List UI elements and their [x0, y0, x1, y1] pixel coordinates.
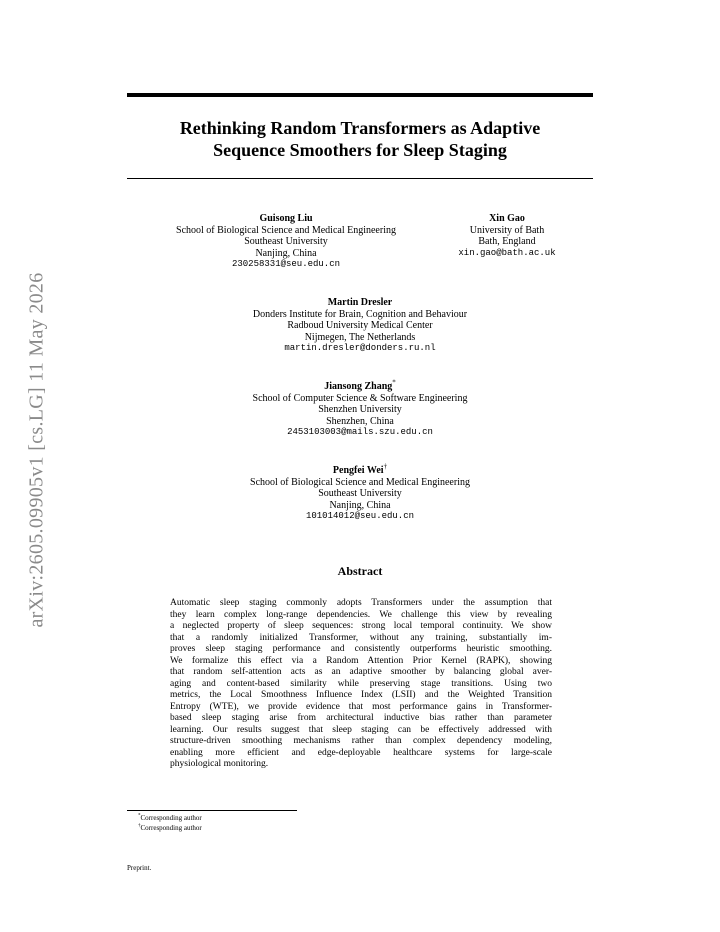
abstract-line: We formalize this effect via a Random Attention Prior Kernel (RAPK), showing: [170, 655, 552, 666]
abstract-line: Automatic sleep staging commonly adopts Transformers under the assumption that: [170, 598, 552, 608]
author-name: Guisong Liu: [259, 213, 313, 224]
footnote-text: Corresponding author: [140, 824, 202, 832]
footnote-text: Corresponding author: [140, 814, 202, 822]
title-line-2: Sequence Smoothers for Sleep Staging: [213, 140, 507, 160]
title-line-1: Rethinking Random Transformers as Adaptive: [179, 118, 541, 138]
abstract-line: Entropy (WTE), we provide evidence that most performance gains in Transformer-: [170, 701, 552, 712]
author-name: Jiansong Zhang*: [324, 378, 396, 392]
author-affiliation: Radboud University Medical Center: [287, 320, 433, 331]
abstract-line: they learn complex long-range dependencies. We challenge this view by revealing: [170, 609, 552, 620]
author-email: 101014012@seu.edu.cn: [305, 511, 415, 521]
paper-title: [127, 117, 593, 161]
author-affiliation: University of Bath: [469, 224, 545, 236]
author-email: 2453103003@mails.szu.edu.cn: [287, 427, 433, 437]
author-email: martin.dresler@donders.ru.nl: [284, 343, 436, 353]
abstract-line: metrics, the Local Smoothness Influence Index (LSII) and the Weighted Transition: [170, 690, 552, 700]
author-affiliation: Nanjing, China: [329, 499, 391, 511]
footnote-rule: [127, 810, 297, 811]
abstract-body: [170, 598, 552, 771]
author-affiliation: School of Biological Science and Medical Engineering: [176, 224, 396, 236]
abstract-line: based sleep staging arise from architectural inductive bias rather than parameter: [170, 713, 552, 723]
abstract-line: that a randomly initialized Transformer, without any training, substantially im-: [170, 632, 552, 643]
abstract-line: learning. Our results suggest that sleep staging can be effectively addressed with: [170, 724, 552, 735]
author-email: 230258331@seu.edu.cn: [231, 259, 341, 269]
author-affiliation: Donders Institute for Brain, Cognition and Behaviour: [252, 308, 468, 320]
author-name: Xin Gao: [489, 213, 525, 224]
footnote-mark: †: [138, 823, 141, 829]
author-affiliation: School of Computer Science & Software Engineering: [252, 392, 468, 404]
author-block: [157, 213, 415, 271]
abstract-line: enabling more efficient and edge-deployable healthcare systems for large-scale: [170, 747, 552, 758]
author-affiliation: Shenzhen University: [318, 404, 402, 415]
arxiv-stamp: arXiv:2605.09905v1 [cs.LG] 11 May 2026: [25, 272, 48, 628]
author-block: [210, 462, 510, 523]
author-affiliation: Southeast University: [318, 488, 402, 499]
abstract-heading: Abstract: [337, 564, 383, 578]
author-name: Martin Dresler: [327, 297, 393, 308]
author-affiliation: Nijmegen, The Netherlands: [304, 331, 416, 343]
author-affiliation: Southeast University: [244, 236, 328, 247]
author-email: xin.gao@bath.ac.uk: [458, 247, 556, 258]
author-affiliation: Bath, England: [478, 236, 536, 247]
author-affiliation: School of Biological Science and Medical Engineering: [250, 476, 470, 488]
author-affiliation: Shenzhen, China: [326, 415, 394, 427]
author-block: [448, 213, 566, 259]
abstract-line: physiological monitoring.: [170, 759, 269, 769]
abstract-line: aging and content-based similarity while preserving stage transitions. Using two: [170, 678, 552, 689]
abstract-line: proves sleep staging performance and consistently outperforms heuristic smoothing.: [170, 644, 552, 654]
abstract-line: structure-driven smoothing mechanisms rather than complex dependency modeling,: [170, 736, 552, 746]
corresponding-mark: †: [383, 462, 388, 471]
corresponding-mark: *: [392, 378, 396, 387]
abstract-line: that random self-attention acts as an adaptive smoother by balancing global aver-: [170, 667, 552, 677]
preprint-label: Preprint.: [127, 864, 152, 872]
author-block: [210, 297, 510, 355]
footnote: [138, 814, 202, 823]
author-affiliation: Nanjing, China: [255, 247, 317, 259]
footnote-mark: *: [138, 813, 141, 819]
author-block: [210, 378, 510, 439]
author-name: Pengfei Wei†: [332, 462, 388, 476]
abstract-line: a neglected property of sleep sequences: strong local temporal continuity. We show: [170, 621, 552, 631]
title-rule-top: [127, 93, 593, 97]
title-rule-bottom: [127, 178, 593, 179]
footnote: [138, 824, 202, 833]
